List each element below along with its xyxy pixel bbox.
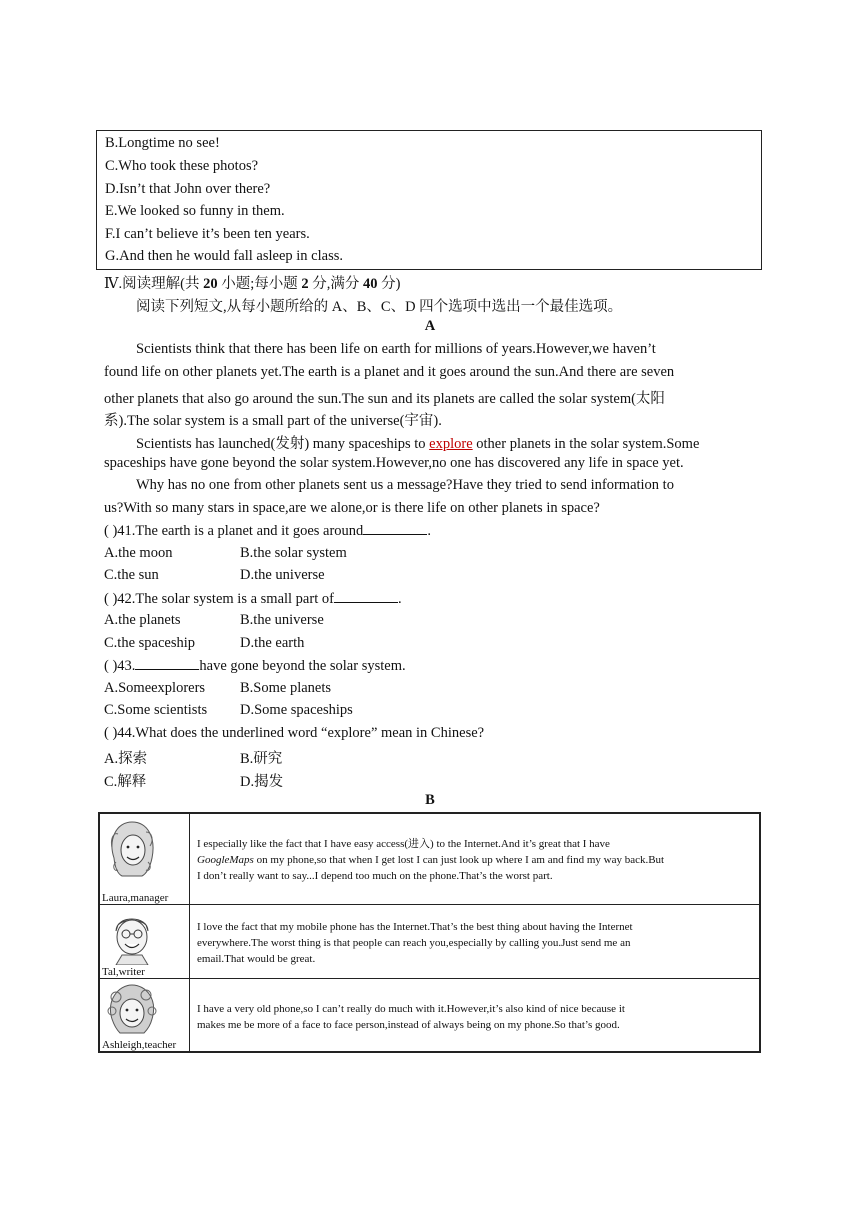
choice: D.Some spaceships — [240, 702, 353, 718]
choice: C.解释 — [104, 774, 147, 790]
person-caption: Ashleigh,teacher — [102, 1039, 177, 1051]
question-41: ( )41.The earth is a planet and it goes around . — [104, 523, 431, 539]
portrait-cell — [100, 814, 190, 904]
passage-a-line: Why has no one from other planets sent us a message?Have they tried to send information to — [136, 477, 674, 493]
choice: B.the universe — [240, 612, 324, 628]
passage-a-label: A — [424, 318, 436, 334]
opinions-table — [98, 812, 761, 1053]
table-row — [100, 905, 759, 979]
instruction: 阅读下列短文,从每小题所给的 A、B、C、D 四个选项中选出一个最佳选项。 — [136, 299, 623, 315]
passage-a-line: us?With so many stars in space,are we alone,or is there life on other planets in space? — [104, 500, 600, 516]
choice: D.the earth — [240, 635, 305, 651]
passage-a-line: found life on other planets yet.The earth is a planet and it goes around the sun.And there are seven — [104, 364, 675, 380]
question-44: ( )44.What does the underlined word “explore” mean in Chinese? — [104, 725, 485, 741]
question-42: ( )42.The solar system is a small part of . — [104, 591, 402, 607]
passage-a-line: other planets that also go around the sun.The sun and its planets are called the solar system(太阳 — [104, 391, 665, 407]
portrait-cell — [100, 905, 190, 978]
table-row — [100, 814, 759, 905]
option-e: E.We looked so funny in them. — [105, 203, 285, 219]
choice: A.the moon — [104, 545, 173, 561]
answer-blank — [363, 522, 427, 535]
choice: A.探索 — [104, 751, 148, 767]
man-portrait-icon — [106, 909, 158, 965]
choice: C.the sun — [104, 567, 159, 583]
choice: C.Some scientists — [104, 702, 208, 718]
opinion-line: GoogleMaps on my phone,so that when I get lost I can just look up where I am and find my way back.But — [197, 854, 665, 866]
portrait-cell — [100, 979, 190, 1051]
question-43: ( )43. have gone beyond the solar system. — [104, 658, 406, 674]
choice: B.研究 — [240, 751, 283, 767]
answer-blank — [135, 657, 199, 670]
opinion-text: I love the fact that my mobile phone has the Internet.That’s the best thing about having the Internet everywhere.The worst thing is that people can reach you,especially by calling you.Just send me an email.That would be great. — [197, 921, 633, 965]
option-b: B.Longtime no see! — [105, 135, 220, 151]
options-box — [96, 130, 762, 270]
choice: A.the planets — [104, 612, 181, 628]
passage-a-p2: Scientists has launched(发射) many spaceships to explore other planets in the solar system.Some — [136, 436, 700, 452]
person-caption: Laura,manager — [102, 892, 169, 904]
underlined-word-explore: explore — [429, 436, 473, 452]
opinion-text: I especially like the fact that I have easy access(进入) to the Internet.And it’s great that I have GoogleMaps on my phone,so that when I get lost I can just look up where I am and find my way back.But I don’t really want to say...I depend too much on the phone.That’s the worst part. — [197, 836, 751, 884]
choice: B.Some planets — [240, 680, 332, 696]
woman-portrait-icon — [106, 983, 158, 1039]
choice: C.the spaceship — [104, 635, 196, 651]
passage-a-line: 系).The solar system is a small part of the universe(宇宙). — [104, 413, 442, 429]
choice: D.揭发 — [240, 774, 284, 790]
passage-b-label: B — [425, 792, 435, 808]
section-header: Ⅳ.阅读理解(共 20 小题;每小题 2 分,满分 40 分) — [104, 276, 401, 292]
table-row — [100, 979, 759, 1051]
person-caption: Tal,writer — [102, 966, 145, 978]
option-f: F.I can’t believe it’s been ten years. — [105, 226, 310, 242]
opinion-text: I have a very old phone,so I can’t really do much with it.However,it’s also kind of nice because it makes me be more of a face to face person,instead of always being on my phone.So that’s good. — [197, 1003, 625, 1031]
choice: B.the solar system — [240, 545, 347, 561]
option-c: C.Who took these photos? — [105, 158, 259, 174]
choice: A.Someexplorers — [104, 680, 206, 696]
answer-blank — [334, 590, 398, 603]
passage-a-line: Scientists think that there has been life on earth for millions of years.However,we haven’t — [136, 341, 656, 357]
option-d: D.Isn’t that John over there? — [105, 181, 271, 197]
passage-a-line: spaceships have gone beyond the solar system.However,no one has discovered any life in space yet. — [104, 455, 684, 471]
option-g: G.And then he would fall asleep in class. — [105, 248, 343, 264]
woman-portrait-icon — [106, 818, 158, 880]
choice: D.the universe — [240, 567, 325, 583]
